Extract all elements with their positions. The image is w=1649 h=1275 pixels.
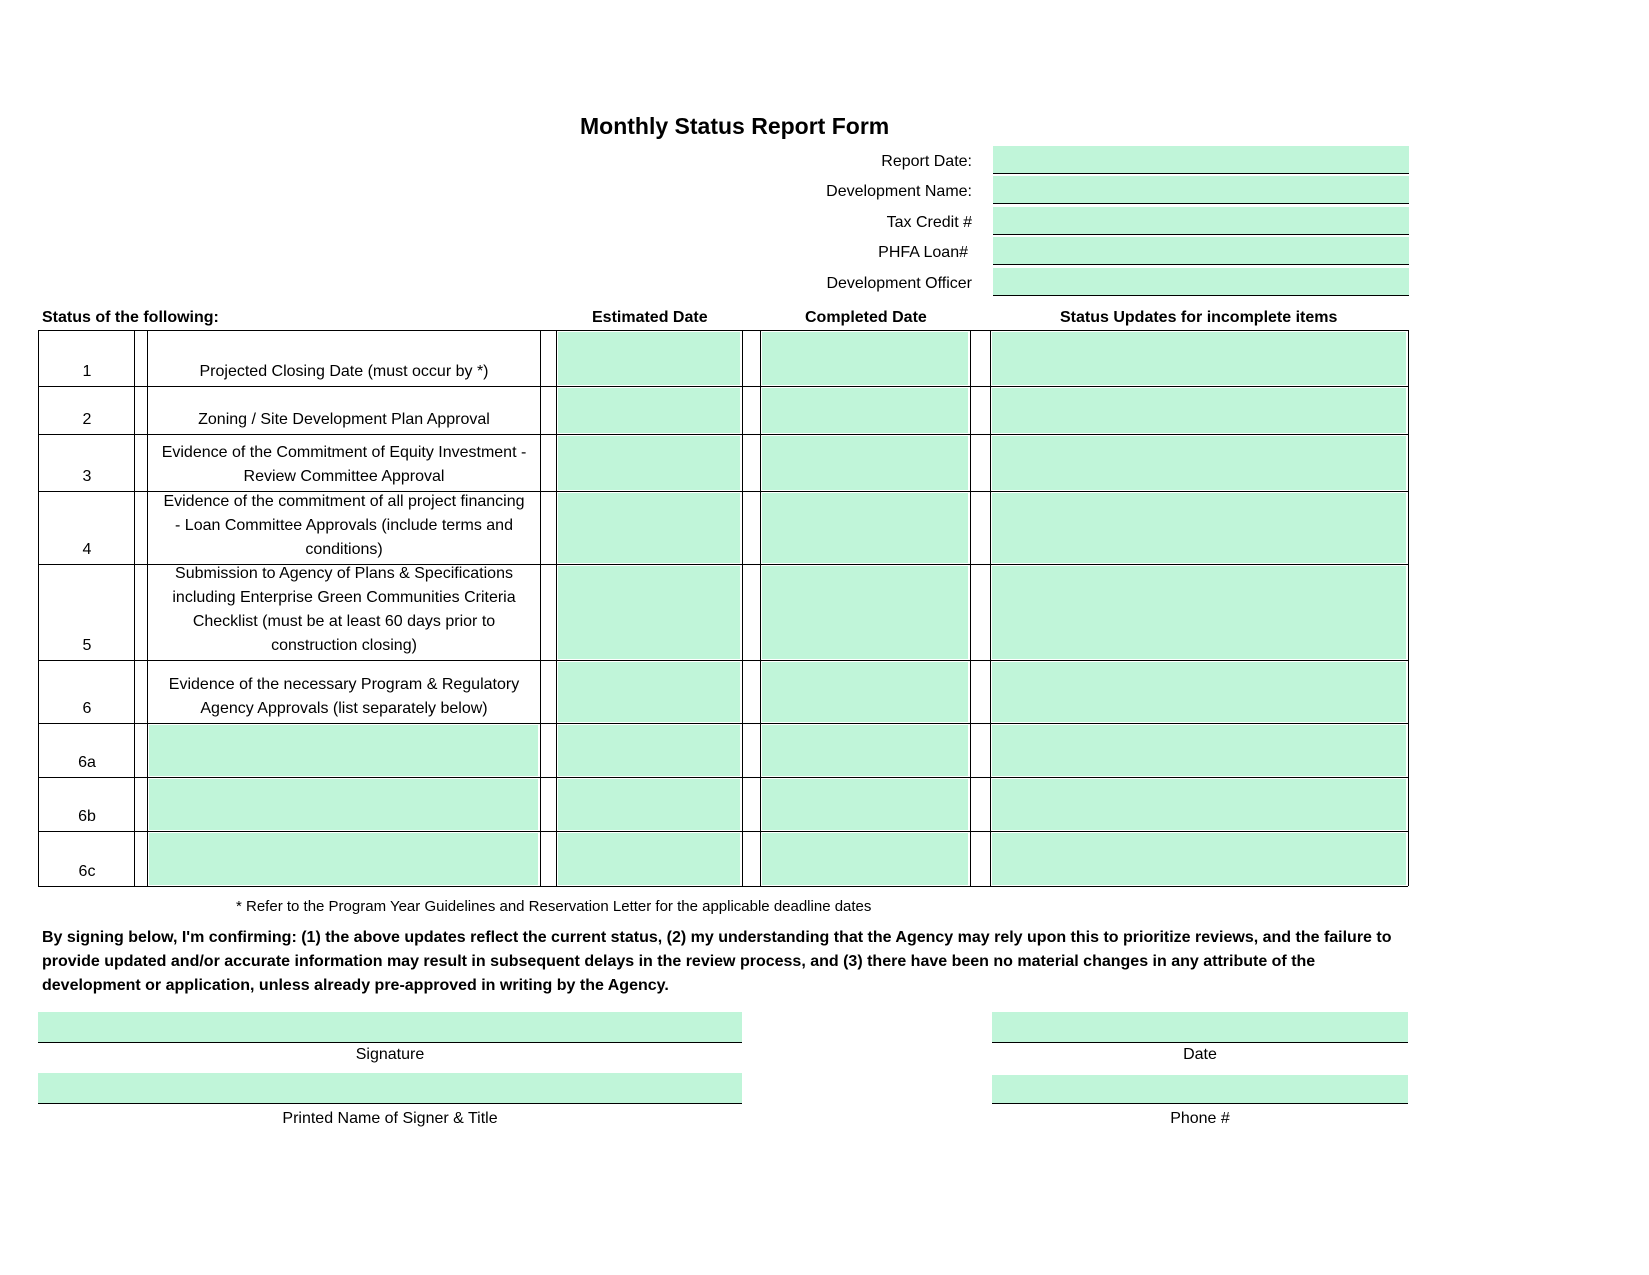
completed-date-cell[interactable] xyxy=(762,332,968,385)
item-description-field[interactable] xyxy=(149,779,538,830)
row-number: 6a xyxy=(78,754,96,771)
row-divider xyxy=(38,491,1408,492)
status-update-cell[interactable] xyxy=(992,833,1406,885)
report-date-field[interactable] xyxy=(993,146,1409,174)
status-update-cell[interactable] xyxy=(992,493,1406,563)
tax-credit-field[interactable] xyxy=(993,207,1409,235)
item-description-line: Checklist (must be at least 60 days prior to xyxy=(192,613,496,630)
completed-date-cell[interactable] xyxy=(762,779,968,830)
estimated-date-cell[interactable] xyxy=(558,566,740,659)
row-number: 4 xyxy=(82,541,92,558)
row-divider xyxy=(38,660,1408,661)
item-description xyxy=(148,564,540,660)
row-number: 6c xyxy=(78,863,96,880)
row-number: 3 xyxy=(82,468,92,485)
status-update-cell[interactable] xyxy=(992,662,1406,722)
status-updates-header: Status Updates for incomplete items xyxy=(1060,309,1338,326)
column-divider xyxy=(970,330,971,886)
column-divider xyxy=(540,330,541,886)
status-update-cell[interactable] xyxy=(992,388,1406,433)
status-update-cell[interactable] xyxy=(992,332,1406,385)
item-description-field[interactable] xyxy=(149,725,538,776)
estimated-date-header: Estimated Date xyxy=(592,309,708,326)
item-description xyxy=(148,491,540,564)
item-description xyxy=(148,386,540,434)
row-divider xyxy=(38,886,1408,887)
column-divider xyxy=(742,330,743,886)
row-divider xyxy=(38,386,1408,387)
tax-credit-label: Tax Credit # xyxy=(886,214,972,231)
row-number: 6 xyxy=(82,700,92,717)
completed-date-cell[interactable] xyxy=(762,566,968,659)
column-divider xyxy=(38,330,39,886)
row-divider xyxy=(38,831,1408,832)
development-officer-label: Development Officer xyxy=(826,275,972,292)
row-number: 1 xyxy=(82,363,92,380)
estimated-date-cell[interactable] xyxy=(558,662,740,722)
row-divider xyxy=(38,434,1408,435)
row-divider xyxy=(38,564,1408,565)
status-update-cell[interactable] xyxy=(992,566,1406,659)
item-description-line: Zoning / Site Development Plan Approval xyxy=(198,411,490,428)
development-officer-field[interactable] xyxy=(993,268,1409,296)
completed-date-cell[interactable] xyxy=(762,725,968,776)
item-description-line: Evidence of the commitment of all project financing xyxy=(163,493,525,510)
item-description xyxy=(148,330,540,386)
row-number: 5 xyxy=(82,637,92,654)
item-description-field[interactable] xyxy=(149,833,538,885)
item-description-line: Agency Approvals (list separately below) xyxy=(200,700,488,717)
printed-name-field[interactable] xyxy=(38,1073,742,1104)
report-date-label: Report Date: xyxy=(881,153,972,170)
column-divider xyxy=(556,330,557,886)
signature-field[interactable] xyxy=(38,1012,742,1043)
row-number: 2 xyxy=(82,411,92,428)
phone-field[interactable] xyxy=(992,1075,1408,1104)
signature-label: Signature xyxy=(355,1046,425,1063)
status-column-header: Status of the following: xyxy=(42,309,219,326)
estimated-date-cell[interactable] xyxy=(558,779,740,830)
row-divider xyxy=(38,330,1408,331)
estimated-date-cell[interactable] xyxy=(558,833,740,885)
completed-date-cell[interactable] xyxy=(762,662,968,722)
item-description-line: Evidence of the Commitment of Equity Investment - xyxy=(161,444,527,461)
column-divider xyxy=(134,330,135,886)
date-label: Date xyxy=(1183,1046,1217,1063)
item-description-line: - Loan Committee Approvals (include terms and xyxy=(175,517,513,534)
phfa-loan-field[interactable] xyxy=(993,237,1409,265)
column-divider xyxy=(147,330,148,886)
status-update-cell[interactable] xyxy=(992,725,1406,776)
item-description xyxy=(148,660,540,723)
item-description-line: including Enterprise Green Communities Criteria xyxy=(172,589,516,606)
completed-date-cell[interactable] xyxy=(762,388,968,433)
printed-name-label: Printed Name of Signer & Title xyxy=(282,1110,498,1127)
estimated-date-cell[interactable] xyxy=(558,388,740,433)
item-description-line: Evidence of the necessary Program & Regulatory xyxy=(168,676,520,693)
completed-date-header: Completed Date xyxy=(805,309,927,326)
row-number: 6b xyxy=(78,808,96,825)
estimated-date-cell[interactable] xyxy=(558,436,740,490)
status-update-cell[interactable] xyxy=(992,436,1406,490)
estimated-date-cell[interactable] xyxy=(558,725,740,776)
item-description-line: Projected Closing Date (must occur by *) xyxy=(199,363,489,380)
completed-date-cell[interactable] xyxy=(762,436,968,490)
item-description-line: conditions) xyxy=(305,541,383,558)
column-divider xyxy=(990,330,991,886)
phfa-loan-label: PHFA Loan# xyxy=(878,244,968,261)
deadline-footnote: * Refer to the Program Year Guidelines and Reservation Letter for the applicable deadline dates xyxy=(236,898,872,915)
form-title: Monthly Status Report Form xyxy=(580,113,890,139)
item-description-line: Review Committee Approval xyxy=(243,468,445,485)
item-description-line: Submission to Agency of Plans & Specifications xyxy=(175,565,513,582)
date-field[interactable] xyxy=(992,1012,1408,1043)
completed-date-cell[interactable] xyxy=(762,833,968,885)
item-description xyxy=(148,434,540,491)
estimated-date-cell[interactable] xyxy=(558,493,740,563)
estimated-date-cell[interactable] xyxy=(558,332,740,385)
row-divider xyxy=(38,777,1408,778)
development-name-label: Development Name: xyxy=(826,183,972,200)
item-description-line: construction closing) xyxy=(271,637,417,654)
confirmation-statement: By signing below, I'm confirming: (1) the above updates reflect the current status, (2) my understanding that the Agency may rely upon this to prioritize reviews, and the failure to provide updated and/or accurate information may result in subsequent delays in the review process, and (3) there have been no material changes in any attribute of the development or application, unless already pre-approved in writing by the Agency. xyxy=(42,929,1392,994)
completed-date-cell[interactable] xyxy=(762,493,968,563)
row-divider xyxy=(38,723,1408,724)
phone-label: Phone # xyxy=(1170,1110,1230,1127)
column-divider xyxy=(1408,330,1409,886)
development-name-field[interactable] xyxy=(993,176,1409,204)
column-divider xyxy=(760,330,761,886)
status-update-cell[interactable] xyxy=(992,779,1406,830)
